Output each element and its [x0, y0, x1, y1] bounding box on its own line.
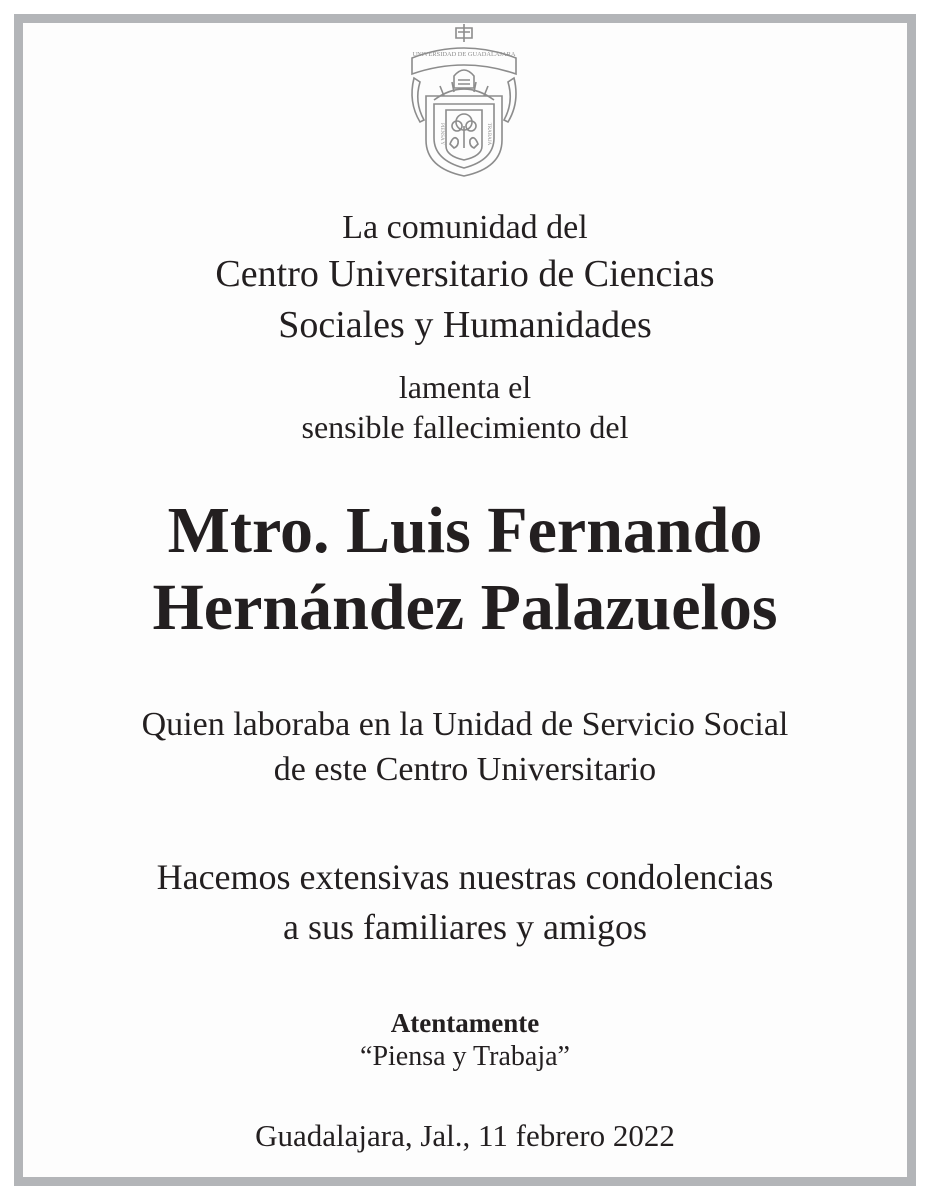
seal-left-motto: PIENSA Y	[439, 123, 444, 145]
laments-line-1: lamenta el	[398, 369, 532, 405]
intro-block	[0, 206, 930, 351]
deceased-name-line-1: Mtro. Luis Fernando	[167, 494, 763, 567]
seal-right-motto: TRABAJA	[486, 122, 491, 146]
work-line-1: Quien laboraba en la Unidad de Servicio Social	[141, 706, 789, 743]
work-line-2: de este Centro Universitario	[273, 751, 657, 788]
intro-line-3: Sociales y Humanidades	[278, 304, 652, 346]
regards-text: Atentamente	[390, 1008, 540, 1038]
condolences-block	[0, 852, 930, 952]
intro-line-1: La comunidad del	[342, 209, 588, 246]
laments-line-2: sensible fallecimiento del	[301, 409, 629, 445]
place-date-text: Guadalajara, Jal., 11 febrero 2022	[255, 1118, 675, 1153]
seal-ring-text: UNIVERSIDAD DE GUADALAJARA	[412, 51, 516, 58]
laments-block	[0, 367, 930, 447]
work-block	[0, 702, 930, 792]
intro-line-2: Centro Universitario de Ciencias	[215, 253, 715, 295]
motto-text: “Piensa y Trabaja”	[360, 1041, 570, 1072]
deceased-name-line-2: Hernández Palazuelos	[152, 571, 778, 644]
closing-block	[0, 1006, 930, 1074]
deceased-name	[0, 492, 930, 646]
condolences-line-2: a sus familiares y amigos	[283, 907, 647, 947]
place-date	[0, 1116, 930, 1156]
condolences-line-1: Hacemos extensivas nuestras condolencias	[156, 857, 774, 897]
university-seal-icon	[404, 22, 524, 180]
